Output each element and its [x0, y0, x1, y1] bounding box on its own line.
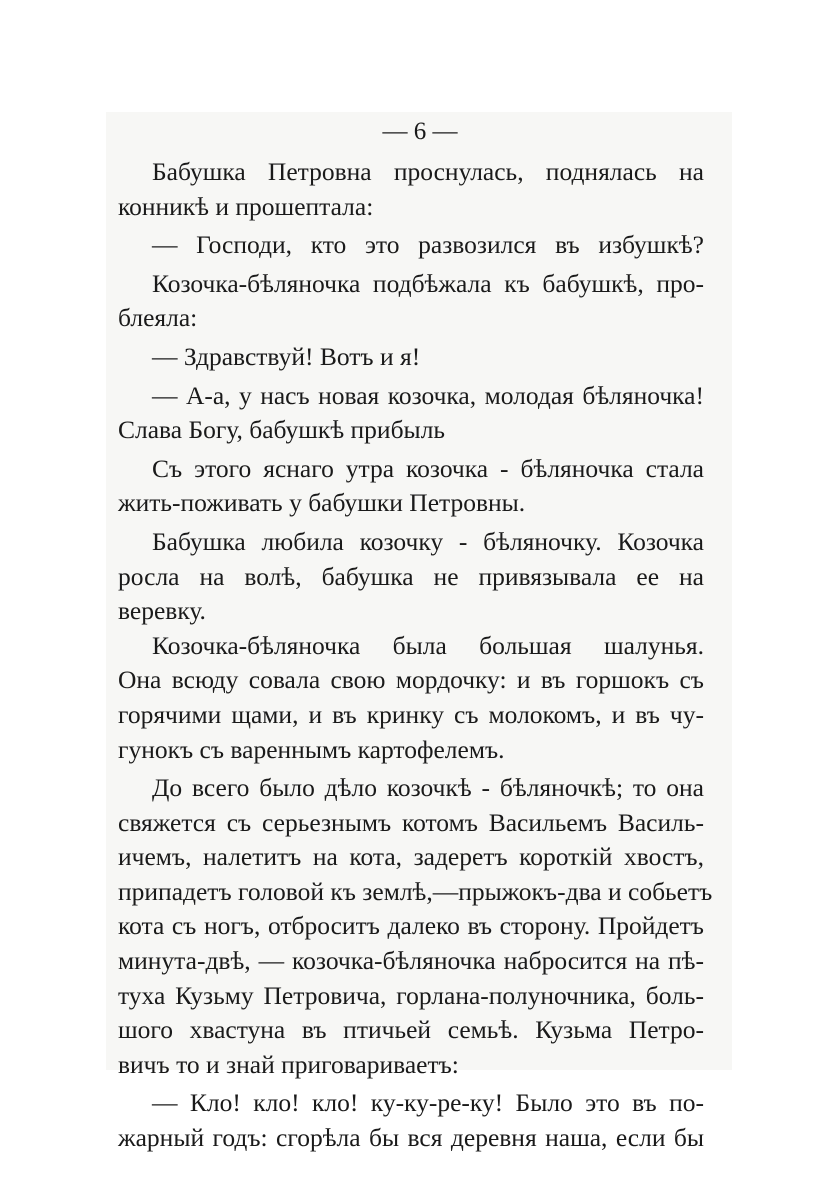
text-line: жарный годъ: сгорѣла бы вся деревня наша, если бы — [118, 1123, 704, 1153]
text-line: конникѣ и прошептала: — [118, 191, 374, 221]
text-line: До всего было дѣло козочкѣ - бѣляночкѣ; то она — [152, 773, 704, 803]
text-line: Козочка-бѣляночка подбѣжала къ бабушкѣ, про- — [152, 268, 704, 298]
text-line: — Господи, кто это развозился въ избушкѣ? — [152, 230, 704, 260]
text-line: жить-поживать у бабушки Петровны. — [118, 488, 526, 518]
text-line: припадетъ головой къ землѣ,—прыжокъ-два и собьетъ — [118, 876, 713, 906]
text-line: горячими щами, и въ кринку съ молокомъ, и въ чу- — [118, 699, 704, 729]
text-line: — Здравствуй! Вотъ и я! — [152, 341, 421, 371]
text-line: Бабушка любила козочку - бѣляночку. Козочка — [152, 526, 704, 556]
text-line: ичемъ, налетитъ на кота, задеретъ короткій хвостъ, — [118, 842, 704, 872]
text-line: — А-а, у насъ новая козочка, молодая бѣляночка! — [152, 380, 704, 410]
text-line: кота съ ногъ, отброситъ далеко въ сторону. Пройдетъ — [118, 911, 704, 941]
text-line: туха Кузьму Петровича, горлана-полуночника, боль- — [118, 980, 704, 1010]
text-line: Слава Богу, бабушкѣ прибыль — [118, 415, 446, 445]
text-line: веревку. — [118, 596, 206, 626]
body-text — [118, 155, 713, 1156]
text-line: минута-двѣ, — козочка-бѣляночка набросится на пѣ- — [118, 946, 704, 976]
text-line: Козочка-бѣляночка была большая шалунья. — [152, 630, 704, 660]
text-line: гунокъ съ вареннымъ картофелемъ. — [118, 734, 505, 764]
text-line: — Кло! кло! кло! ку-ку-ре-ку! Было это въ по- — [152, 1088, 704, 1118]
text-line: блеяла: — [118, 303, 198, 333]
text-line: Она всюду совала свою мордочку: и въ горшокъ съ — [118, 665, 704, 695]
text-line: вичъ то и знай приговариваетъ: — [118, 1049, 459, 1079]
text-line: росла на волѣ, бабушка не привязывала ее на — [118, 561, 704, 591]
text-line: шого хвастуна въ птичьей семьѣ. Кузьма Петро- — [118, 1015, 704, 1045]
text-line: Бабушка Петровна проснулась, поднялась на — [152, 157, 704, 186]
text-line: свяжется съ серьезнымъ котомъ Васильемъ Василь- — [118, 807, 704, 837]
page-number: — 6 — — [382, 118, 458, 145]
text-line: Съ этого яснаго утра козочка - бѣляночка стала — [152, 453, 704, 483]
